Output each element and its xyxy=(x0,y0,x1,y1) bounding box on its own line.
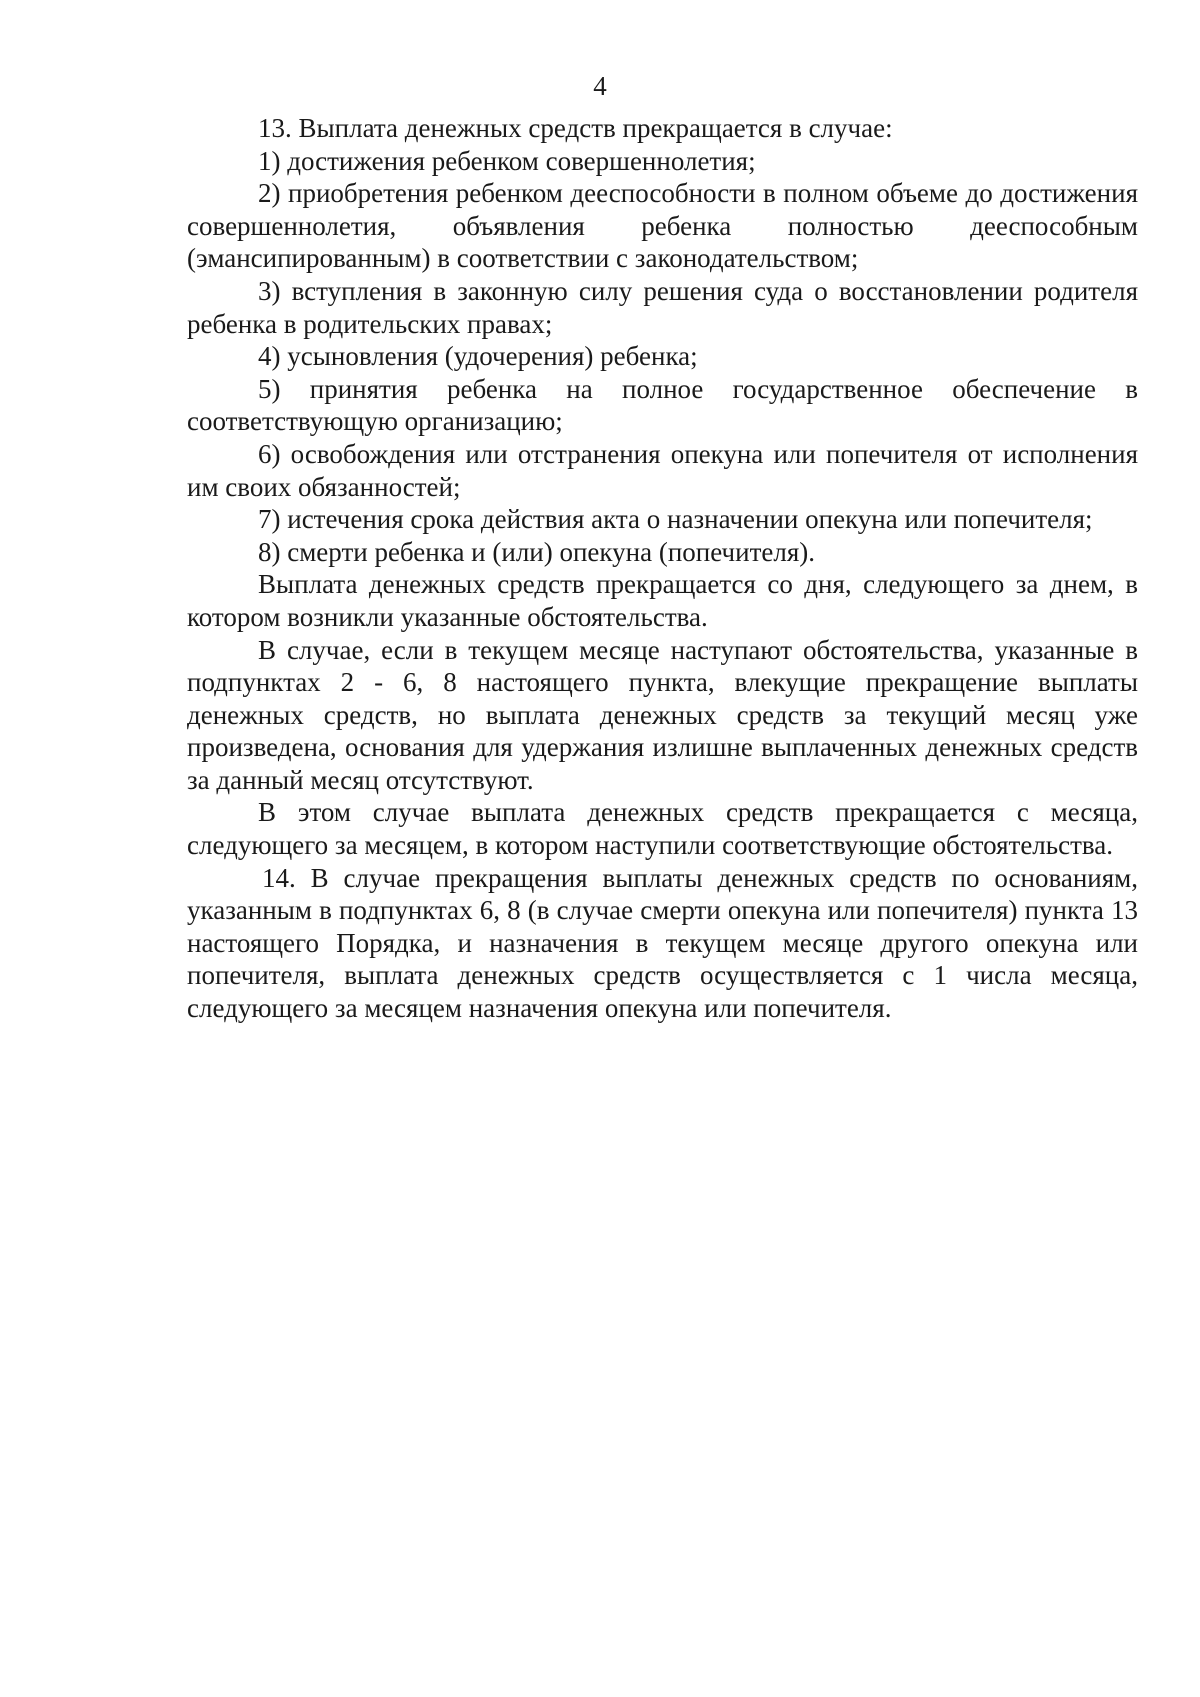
list-item-7: 7) истечения срока действия акта о назначении опекуна или попечителя; xyxy=(258,504,1093,535)
paragraph-current-month: В случае, если в текущем месяце наступают обстоятельства, указанные в подпунктах 2 - 6, 8 настоящего пункта, влекущие прекращение выплаты денежных средств, но выплата денежных средств за текущий месяц уже произведена, основания для удержания излишне выплаченных денежных средств за данный месяц отсутствуют. xyxy=(187,634,1138,795)
page-number: 4 xyxy=(593,71,607,101)
list-item-4: 4) усыновления (удочерения) ребенка; xyxy=(258,341,698,372)
list-item-3: 3) вступления в законную силу решения суда о восстановлении родителя ребенка в родительских правах; xyxy=(187,275,1138,339)
list-item-8: 8) смерти ребенка и (или) опекуна (попечителя). xyxy=(258,536,815,567)
paragraph-14: 14. В случае прекращения выплаты денежных средств по основаниям, указанным в подпунктах 6, 8 (в случае смерти опекуна или попечителя) пункта 13 настоящего Порядка, и назначения в текущем месяце другого опекуна или попечителя, выплата денежных средств осуществляется с 1 числа месяца, следующего за месяцем назначения опекуна или попечителя. xyxy=(187,862,1138,1024)
list-item-1: 1) достижения ребенком совершеннолетия; xyxy=(258,145,756,176)
list-item-6: 6) освобождения или отстранения опекуна или попечителя от исполнения им своих обязанностей; xyxy=(187,438,1138,502)
list-item-2: 2) приобретения ребенком дееспособности в полном объеме до достижения совершеннолетия, объявления ребенка полностью дееспособным (эмансипированным) в соответствии с законодательством; xyxy=(187,178,1138,274)
document-body xyxy=(187,112,1138,1025)
list-item-5: 5) принятия ребенка на полное государственное обеспечение в соответствующую организацию; xyxy=(187,373,1138,437)
paragraph-13-heading: 13. Выплата денежных средств прекращается в случае: xyxy=(258,113,893,143)
paragraph-termination-date: Выплата денежных средств прекращается со дня, следующего за днем, в котором возникли указанные обстоятельства. xyxy=(187,569,1138,632)
paragraph-next-month: В этом случае выплата денежных средств прекращается с месяца, следующего за месяцем, в котором наступили соответствующие обстоятельства. xyxy=(187,797,1138,861)
